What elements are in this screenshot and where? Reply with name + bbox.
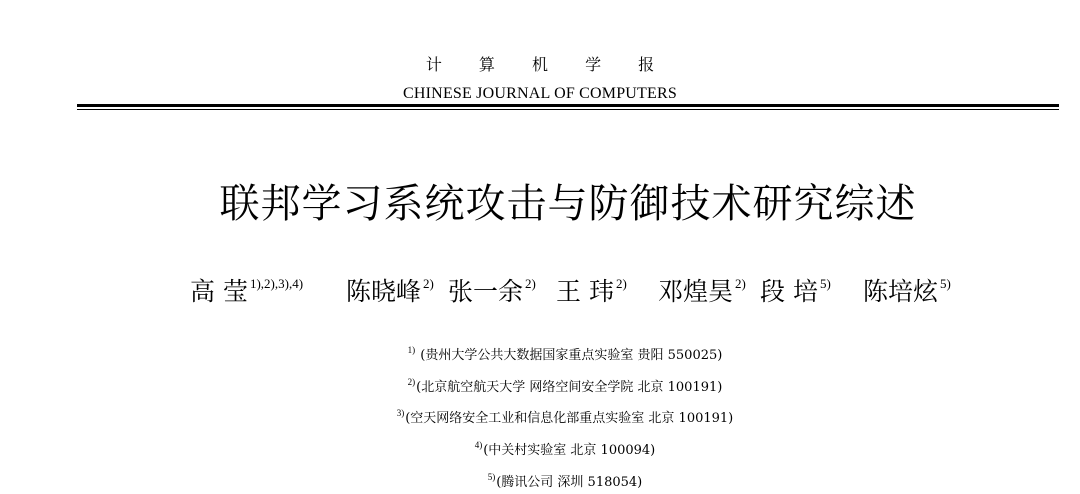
author-name: 段 培 bbox=[760, 277, 818, 306]
author bbox=[556, 262, 627, 314]
author-affiliation-marks: 1),2),3),4) bbox=[249, 276, 304, 291]
affiliation bbox=[0, 407, 1080, 426]
header-rule-thick bbox=[77, 104, 1059, 107]
author bbox=[760, 262, 831, 314]
author bbox=[448, 262, 536, 314]
affiliation-text: (北京航空航天大学 网络空间安全学院 北京 100191) bbox=[416, 380, 723, 395]
author bbox=[863, 262, 951, 314]
affiliation-mark: 5) bbox=[487, 472, 496, 482]
author-affiliation-marks: 5) bbox=[819, 276, 831, 291]
journal-name-en: CHINESE JOURNAL OF COMPUTERS bbox=[403, 85, 677, 102]
affiliation-text: (中关村实验室 北京 100094) bbox=[483, 443, 656, 458]
author-affiliation-marks: 2) bbox=[735, 276, 746, 291]
affiliation-text: (贵州大学公共大数据国家重点实验室 贵阳 550025) bbox=[416, 348, 723, 363]
affiliation bbox=[0, 376, 1080, 395]
author-list bbox=[190, 262, 990, 306]
affiliation-mark: 3) bbox=[396, 408, 405, 418]
author-affiliation-marks: 2) bbox=[615, 276, 627, 291]
author-name: 张一余 bbox=[448, 277, 524, 306]
author-name: 陈培炫 bbox=[863, 277, 939, 306]
author-name: 陈晓峰 bbox=[346, 277, 422, 306]
author-name: 邓煌昊 bbox=[658, 277, 734, 306]
author-name: 高 莹 bbox=[190, 277, 248, 306]
author-name: 王 玮 bbox=[556, 277, 614, 306]
affiliation-mark: 2) bbox=[407, 377, 416, 387]
author-affiliation-marks: 2) bbox=[423, 276, 434, 291]
author bbox=[346, 262, 434, 314]
journal-name-cn: 计 算 机 学 报 bbox=[425, 55, 671, 74]
author-affiliation-marks: 5) bbox=[940, 276, 951, 291]
affiliation-mark: 1) bbox=[407, 345, 416, 355]
author bbox=[658, 262, 746, 314]
affiliation bbox=[0, 471, 1080, 490]
affiliation-text: (空天网络安全工业和信息化部重点实验室 北京 100191) bbox=[405, 411, 734, 426]
author bbox=[190, 262, 303, 314]
paper-title: 联邦学习系统攻击与防御技术研究综述 bbox=[219, 181, 917, 227]
header-rule-thin bbox=[77, 109, 1059, 110]
affiliation bbox=[0, 439, 1080, 458]
affiliation-mark: 4) bbox=[474, 440, 483, 450]
affiliation bbox=[0, 344, 1080, 363]
author-affiliation-marks: 2) bbox=[525, 276, 536, 291]
affiliation-text: (腾讯公司 深圳 518054) bbox=[496, 475, 643, 490]
